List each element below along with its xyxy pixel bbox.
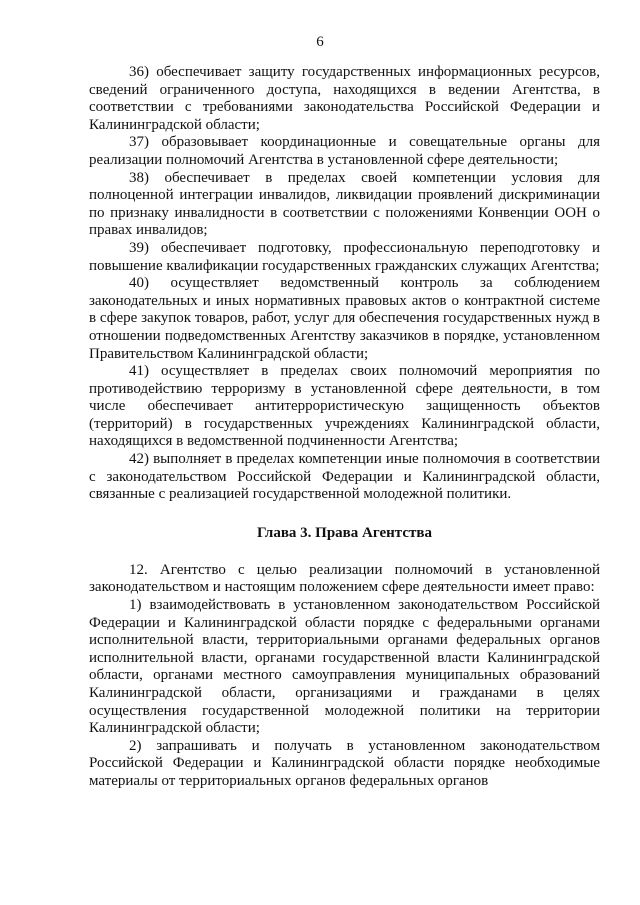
paragraph-item-40: 40) осуществляет ведомственный контроль за соблюдением законодательных и иных нормативных правовых актов о контрактной системе в сфере закупок товаров, работ, услуг для обеспечения государственных нужд в отношении подведомственных Агентству заказчиков в порядке, установленном Правительством Калининградской области; <box>89 275 600 362</box>
paragraph-item-39: 39) обеспечивает подготовку, профессиональную переподготовку и повышение квалификации государственных гражданских служащих Агентства; <box>89 239 600 274</box>
paragraph-item-38: 38) обеспечивает в пределах своей компетенции условия для полноценной интеграции инвалидов, ликвидации проявлений дискриминации по признаку инвалидности в соответствии с положениями Конвенции ООН о правах инвалидов; <box>89 169 600 239</box>
document-body <box>89 64 600 791</box>
paragraph-article-12: 12. Агентство с целью реализации полномочий в установленной законодательством и настоящим положением сфере деятельности имеет право: <box>89 561 600 596</box>
paragraph-right-2: 2) запрашивать и получать в установленном законодательством Российской Федерации и Калининградской области порядке необходимые материалы от территориальных органов федеральных органов <box>89 737 600 789</box>
paragraph-right-1: 1) взаимодействовать в установленном законодательством Российской Федерации и Калининградской области порядке с федеральными органами исполнительной власти, территориальными органами федеральных органов исполнительной власти, органами государственной власти Калининградской области, органами местного самоуправления муниципальных образований Калининградской области, организациями и гражданами в целях осуществления государственной молодежной политики на территории Калининградской области; <box>89 597 600 737</box>
paragraph-item-37: 37) образовывает координационные и совещательные органы для реализации полномочий Агентства в установленной сфере деятельности; <box>89 134 600 168</box>
paragraph-item-41: 41) осуществляет в пределах своих полномочий мероприятия по противодействию терроризму в установленной сфере деятельности, в том числе обеспечивает антитеррористическую защищенность объектов (территорий) в государственных учреждениях Калининградской области, находящихся в ведомственной подчиненности Агентства; <box>89 363 600 450</box>
chapter-heading: Глава 3. Права Агентства <box>257 524 432 541</box>
paragraph-item-36: 36) обеспечивает защиту государственных информационных ресурсов, сведений ограниченного доступа, находящихся в ведении Агентства, в соответствии с требованиями законодательства Российской Федерации и Калининградской области; <box>89 64 600 133</box>
paragraph-item-42: 42) выполняет в пределах компетенции иные полномочия в соответствии с законодательством Российской Федерации и Калининградской области, связанные с реализацией государственной молодежной политики. <box>89 451 600 503</box>
page-number: 6 <box>316 34 324 50</box>
